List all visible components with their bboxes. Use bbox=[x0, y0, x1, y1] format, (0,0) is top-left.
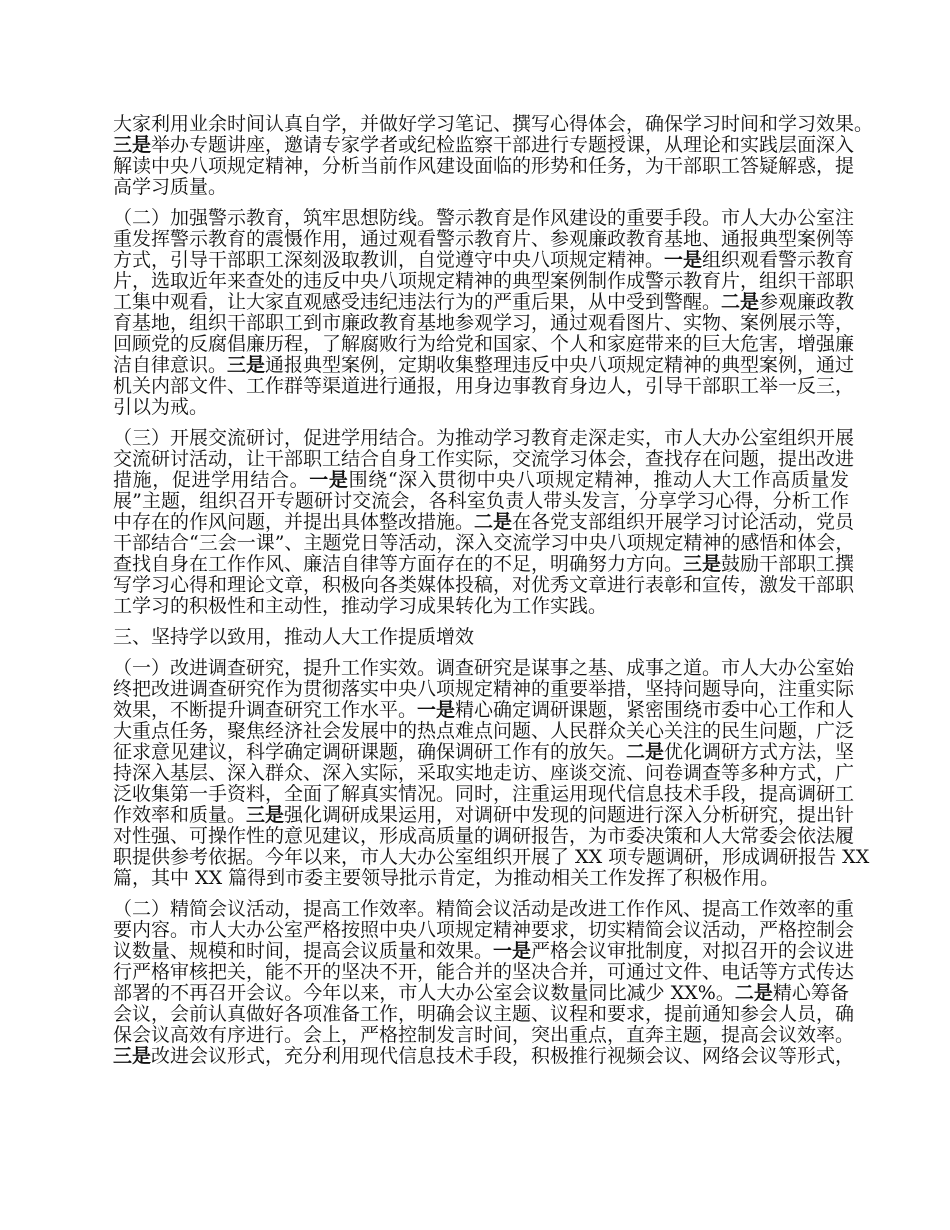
text-run: 鼓励干部职工撰 bbox=[721, 553, 855, 575]
text-run: 职提供参考依据。今年以来，市人大办公室组织开展了 XX 项专题调研，形成调研报告 XX bbox=[113, 846, 870, 868]
text-line bbox=[113, 825, 855, 847]
text-run: 展”主题，组织召开专题研讨交流会，各科室负责人带头发言，分享学习心得，分析工作 bbox=[113, 490, 849, 512]
paragraph-warning-education bbox=[113, 207, 855, 418]
text-run: 中存在的作风问题，并提出具体整改措施。 bbox=[113, 511, 475, 533]
text-line bbox=[113, 155, 855, 177]
text-run: 终把改进调查研究作为贯彻落实中央八项规定精神的重要举措，坚持问题导向，注重实际 bbox=[113, 678, 855, 700]
text-run: 作效率和质量。 bbox=[113, 804, 247, 826]
text-run: 改进会议形式，充分利用现代信息技术手段，积极推行视频会议、网络会议等形式， bbox=[151, 1045, 855, 1067]
text-line bbox=[113, 699, 855, 721]
text-run: 干部结合“三会一课”、主题党日等活动，深入交流学习中央八项规定精神的感悟和体会， bbox=[113, 532, 855, 554]
text-run: 大家利用业余时间认真自学，并做好学习笔记、撰写心得体会，确保学习时间和学习效果。 bbox=[113, 113, 874, 135]
text-run: （一）改进调查研究，提升工作实效。调查研究是谋事之基、成事之道。市人大办公室始 bbox=[113, 657, 855, 679]
text-run: 优化调研方式方法，坚 bbox=[664, 741, 855, 763]
text-run: 通报典型案例，定期收集整理违反中央八项规定精神的典型案例，通过 bbox=[265, 354, 855, 376]
bold-enumerator: 三是 bbox=[227, 354, 266, 376]
bold-enumerator: 三是 bbox=[113, 134, 152, 156]
bold-enumerator: 二是 bbox=[734, 982, 773, 1004]
text-run: 持深入基层、深入群众、深入实际，采取实地走访、座谈交流、问卷调查等多种方式，广 bbox=[113, 762, 855, 784]
text-line bbox=[113, 113, 874, 135]
text-run: 机关内部文件、工作群等渠道进行通报，用身边事教育身边人，引导干部职工举一反三， bbox=[113, 375, 855, 397]
text-line bbox=[113, 532, 855, 554]
text-line bbox=[113, 354, 855, 376]
text-line bbox=[113, 448, 855, 470]
text-run: 会议，会前认真做好各项准备工作，明确会议主题、议程和要求，提前通知参会人员，确 bbox=[113, 1003, 855, 1025]
text-run: 保会议高效有序进行。会上，严格控制发言时间，突出重点，直奔主题，提高会议效率。 bbox=[113, 1024, 855, 1046]
text-run: 强化调研成果运用，对调研中发现的问题进行深入分析研究，提出针 bbox=[284, 804, 855, 826]
text-run: 围绕“深入贯彻中央八项规定精神，推动人大工作高质量发 bbox=[348, 469, 849, 491]
text-run: （二）精简会议活动，提高工作效率。精简会议活动是改进工作作风、提高工作效率的重 bbox=[113, 898, 855, 920]
text-line bbox=[113, 291, 855, 313]
text-line bbox=[113, 919, 855, 941]
text-line bbox=[113, 134, 855, 156]
text-line bbox=[113, 846, 870, 868]
text-line bbox=[113, 397, 849, 418]
text-run: 部署的不再召开会议。今年以来，市人大办公室会议数量同比减少 XX%。 bbox=[113, 982, 735, 1004]
text-line bbox=[113, 1024, 855, 1046]
document-page bbox=[113, 113, 874, 1077]
text-run: 泛收集第一手资料，全面了解真实情况。同时，注重运用现代信息技术手段，提高调研工 bbox=[113, 783, 855, 805]
text-run: 写学习心得和理论文章，积极向各类媒体投稿，对优秀文章进行表彰和宣传，激发干部职 bbox=[113, 574, 855, 596]
bold-enumerator: 二是 bbox=[474, 511, 513, 533]
paragraph-study-lectures bbox=[113, 113, 874, 198]
text-line bbox=[113, 333, 855, 355]
text-line bbox=[113, 898, 855, 920]
text-line bbox=[113, 1045, 855, 1067]
paragraph-research bbox=[113, 657, 870, 889]
text-line bbox=[113, 270, 855, 292]
text-run: 精心确定调研课题，紧密围绕市委中心工作和人 bbox=[455, 699, 855, 721]
text-run: 解读中央八项规定精神，分析当前作风建设面临的形势和任务，为干部职工答疑解惑，提 bbox=[113, 155, 855, 177]
text-line bbox=[113, 553, 855, 575]
text-run: 精心筹备 bbox=[772, 982, 849, 1004]
text-run: 查找自身在工作作风、廉洁自律等方面存在的不足，明确努力方向。 bbox=[113, 553, 684, 575]
text-line bbox=[113, 249, 855, 271]
text-line bbox=[113, 511, 855, 533]
text-line bbox=[113, 427, 855, 449]
text-line bbox=[113, 940, 855, 962]
text-line bbox=[113, 491, 849, 512]
text-run: 工集中观看，让大家直观感受违纪违法行为的严重后果，从中受到警醒。 bbox=[113, 291, 722, 313]
text-run: 行严格审核把关，能不开的坚决不开，能合并的坚决合并，可通过文件、电话等方式传达 bbox=[113, 961, 855, 983]
bold-enumerator: 三是 bbox=[683, 553, 722, 575]
text-line bbox=[113, 720, 855, 742]
text-line bbox=[113, 657, 855, 679]
bold-enumerator: 一是 bbox=[417, 699, 456, 721]
paragraph-exchange-seminar bbox=[113, 427, 855, 617]
text-run: 回顾党的反腐倡廉历程，了解腐败行为给党和国家、个人和家庭带来的巨大危害，增强廉 bbox=[113, 333, 855, 355]
text-line bbox=[113, 1003, 855, 1025]
text-line bbox=[113, 741, 855, 763]
text-line bbox=[113, 804, 855, 826]
text-line bbox=[113, 470, 849, 491]
bold-enumerator: 二是 bbox=[721, 291, 760, 313]
text-run: 组织观看警示教育 bbox=[702, 249, 855, 271]
text-line bbox=[113, 762, 855, 784]
text-line bbox=[113, 961, 855, 983]
bold-enumerator: 一是 bbox=[309, 469, 349, 491]
text-line bbox=[113, 375, 855, 397]
text-run: 工学习的积极性和主动性，推动学习成果转化为工作实践。 bbox=[113, 595, 608, 617]
text-run: 洁自律意识。 bbox=[113, 354, 228, 376]
text-run: 严格会议审批制度，对拟召开的会议进 bbox=[531, 940, 855, 962]
text-run: 措施，促进学用结合。 bbox=[113, 469, 310, 491]
text-run: 重发挥警示教育的震慑作用，通过观看警示教育片、参观廉政教育基地、通报典型案例等 bbox=[113, 228, 855, 250]
text-line bbox=[113, 207, 855, 229]
text-line bbox=[113, 177, 849, 198]
text-run: 举办专题讲座，邀请专家学者或纪检监察干部进行专题授课，从理论和实践层面深入 bbox=[151, 134, 855, 156]
text-run: 交流研讨活动，让干部职工结合自身工作实际，交流学习体会，查找存在问题，提出改进 bbox=[113, 448, 855, 470]
text-line bbox=[113, 783, 855, 805]
text-run: 要内容。市人大办公室严格按照中央八项规定精神要求，切实精简会议活动，严格控制会 bbox=[113, 919, 855, 941]
text-line bbox=[113, 596, 849, 617]
text-run: 议数量、规模和时间，提高会议质量和效果。 bbox=[113, 940, 494, 962]
text-run: 对性强、可操作性的意见建议，形成高质量的调研报告，为市委决策和人大常委会依法履 bbox=[113, 825, 855, 847]
text-line bbox=[113, 574, 855, 596]
text-line bbox=[113, 627, 849, 648]
bold-enumerator: 一是 bbox=[493, 940, 532, 962]
text-line bbox=[113, 228, 855, 250]
bold-enumerator: 一是 bbox=[664, 249, 703, 271]
text-run: 片，选取近年来查处的违反中央八项规定精神的典型案例制作成警示教育片，组织干部职 bbox=[113, 270, 855, 292]
text-run: 三、坚持学以致用，推动人大工作提质增效 bbox=[113, 626, 475, 648]
text-run: 方式，引导干部职工深刻汲取教训，自觉遵守中央八项规定精神。 bbox=[113, 249, 665, 271]
section-heading bbox=[113, 627, 849, 648]
bold-enumerator: 三是 bbox=[113, 1045, 152, 1067]
text-run: 高学习质量。 bbox=[113, 176, 228, 198]
text-run: 征求意见建议，科学确定调研课题，确保调研工作有的放矢。 bbox=[113, 741, 627, 763]
text-line bbox=[113, 868, 849, 889]
bold-enumerator: 二是 bbox=[626, 741, 665, 763]
text-run: （二）加强警示教育，筑牢思想防线。警示教育是作风建设的重要手段。市人大办公室注 bbox=[113, 207, 855, 229]
text-run: 大重点任务，聚焦经济社会发展中的热点难点问题、人民群众关心关注的民生问题，广泛 bbox=[113, 720, 855, 742]
text-run: 篇，其中 XX 篇得到市委主要领导批示肯定，为推动相关工作发挥了积极作用。 bbox=[113, 867, 780, 889]
text-run: 效果，不断提升调查研究工作水平。 bbox=[113, 699, 418, 721]
text-line bbox=[113, 678, 855, 700]
text-line bbox=[113, 983, 849, 1004]
text-run: 在各党支部组织开展学习讨论活动，党员 bbox=[512, 511, 855, 533]
text-line bbox=[113, 312, 855, 334]
text-run: 参观廉政教 bbox=[759, 291, 855, 313]
text-run: （三）开展交流研讨，促进学用结合。为推动学习教育走深走实，市人大办公室组织开展 bbox=[113, 427, 855, 449]
paragraph-meetings bbox=[113, 898, 855, 1067]
bold-enumerator: 三是 bbox=[246, 804, 285, 826]
text-run: 育基地，组织干部职工到市廉政教育基地参观学习，通过观看图片、实物、案例展示等， bbox=[113, 312, 855, 334]
text-run: 引以为戒。 bbox=[113, 396, 209, 418]
